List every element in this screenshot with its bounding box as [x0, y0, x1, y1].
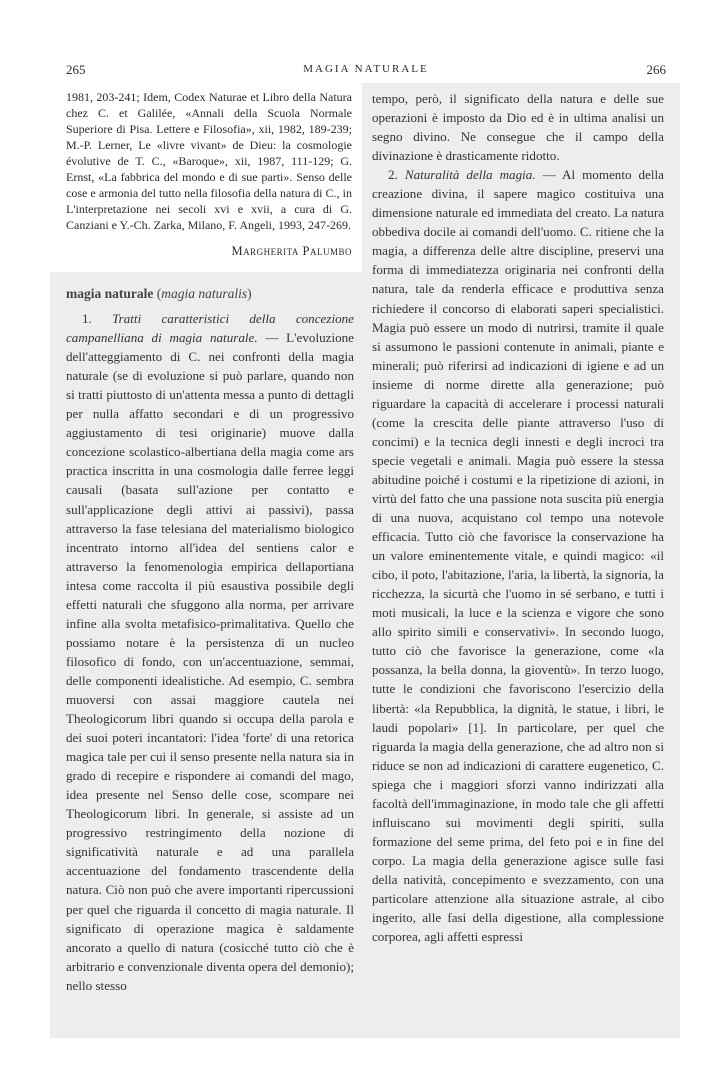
right-column: [372, 89, 664, 946]
running-title: MAGIA NATURALE: [303, 63, 429, 75]
section-1-number: 1.: [82, 311, 92, 327]
entry-title: [66, 284, 354, 303]
right-page-number: 266: [646, 62, 666, 77]
section-2-paragraph: [372, 165, 664, 946]
bibliography-text: 1981, 203-241; Idem, Codex Naturae et Libro della Natura chez C. et Galilée, «Annali della Scuola Normale Superiore di Pisa. Lettere e Filosofia», xii, 1982, 189-239; M.-P. Lerner, Le «livre vivant» de Dieu: la cosmologie évolutive de T. C., «Baroque», xii, 1987, 111-129; G. Ernst, «La fabbrica del mondo e di sue parti». Senso delle cose e armonia del tutto nella filosofia della natura di C., in L'interpretazione nei secoli xvi e xvii, a cura di G. Canziani e Y.-Ch. Zarka, Milano, F. Angeli, 1993, 247-269.: [66, 90, 352, 232]
section-2-number: 2.: [388, 167, 398, 183]
section-2-body: — Al momento della creazione divina, il sapere magico costituiva una dimensione naturale ed immediata del creato. La natura obbediva docile ai comandi dell'uomo. C. ritiene che la magia, a differenza delle altre discipline, preservi una forma di immediatezza originaria nei confronti della natura, tale da renderla efficace e produttiva senza richiedere il concorso di elaborati saperi specialistici. Magia può essere un modo di nutrirsi, tramite il quale si assumono le passioni contenute in animali, piante e minerali; può riferirsi ad indicazioni di igiene e ad un insieme di norme dirette alla generazione; può riguardare la capacità di accelerare i processi naturali (come la crescita delle piante attraverso l'uso di concimi) e la tecnica degli innesti e degli incroci tra specie vegetali e animali. Magia può essere la stessa abitudine poiché i costumi e la ripetizione di azioni, in virtù del fatto che una passione nota suscita più energia di una nuova, acquistano col tempo una notevole efficacia. Tutto ciò che favorisce la conservazione ha un valore eminentemente vitale, e quindi magico: «il cibo, il poto, l'abitazione, l'aria, la libertà, la signoria, la ricchezza, la sicurtà che l'uomo in sé serbano, e tutti i moti musicali, la luce e la scienza e vigore che sono allo spirito simili e conservativi». In secondo luogo, tutto ciò che favorisce la generazione, come «la possanza, la bella donna, la gioventù». In terzo luogo, tutte le condizioni che favoriscono l'esercizio della libertà: «la Repubblica, la dignità, le statue, i libri, le laudi popolari» [1]. In particolare, per quel che riguarda la magia della generazione, che ad altro non si riduce se non ad indicazioni di carattere eugenetico, C. spiega che i maggiori sforzi vanno indirizzati alla facoltà dell'immaginazione, in modo tale che gli affetti influiscano sui movimenti degli spiriti, sulla formazione del seme prima, del feto poi e in fine del corpo. La magia della generazione agisce sulle fasi della natività, concepimento e svezzamento, con una particolare attenzione alla situazione astrale, al cibo ingerito, alle fasi della digestione, alla complessione corporea, agli affetti espressi: [372, 167, 664, 945]
latin-open: (: [156, 286, 162, 301]
entry-title-text: magia naturale: [66, 286, 154, 301]
section-1-paragraph: [66, 309, 354, 995]
section-1-body: — L'evoluzione dell'atteggiamento di C. nei confronti della magia naturale (se di evoluzione si può parlare, quando non si tratti piuttosto di un'attenta messa a punto di dettagli per nulla affatto secondari e di un progressivo aggiustamento di tesi originarie) muove dalla concezione scolastico-albertiana della magia come ars practica inscritta in una cosmologia dalle ferree leggi causali (basata sull'azione per contatto e sull'applicazione degli attivi ai passivi), passa attraverso la fase telesiana del materialismo biologico incentrato intorno all'idea del sentiens calor e attraverso la fenomenologia empirica dellaportiana intesa come raccolta il più esaustiva possibile degli effetti naturali che sfuggono alla norma, per arrivare infine alla svolta metafisico-primalitativa. Quello che possiamo notare è la persistenza di un nucleo filosofico di fondo, con un'accentuazione, semmai, delle componenti idealistiche. Ad esempio, C. sembra muoversi con assai maggiore cautela nei Theologicorum libri quando si occupa della parola e dei suoi poteri incantatori: l'idea 'forte' di una retorica magica tale per cui il senso presente nella natura sia in grado di recepire e rispondere ai comandi del mago, idea presente nel Senso delle cose, scompare nei Theologicorum libri. In generale, si assiste ad un progressivo restringimento della nozione di significatività naturale e ad una parallela accentuazione del fondamento trascendente della natura. Ciò non può che avere importanti ripercussioni per quel che riguarda il concetto di magia naturale. Il significato di operazione magica è saldamente ancorato a quello di natura (cosicché tutto ciò che è arbitrario e convenzionale diventa opera del demonio); nello stesso: [66, 330, 354, 993]
running-header: [66, 62, 666, 82]
entry-latin-title: magia naturalis: [161, 286, 248, 301]
section-1-heading: Tratti caratteristici della concezione campanelliana di magia naturale.: [66, 311, 354, 346]
continuation-paragraph: tempo, però, il significato della natura e delle sue operazioni è imposto da Dio ed è in ultima analisi un segno divino. Ne consegue che il campo della divinazione è drasticamente ridotto.: [372, 91, 664, 164]
bibliography-block: [66, 89, 352, 259]
entry-author: Margherita Palumbo: [231, 244, 352, 258]
left-page-number: 265: [66, 62, 86, 77]
latin-close: ): [247, 286, 252, 301]
left-column: [66, 284, 354, 995]
section-2-heading: Naturalità della magia.: [404, 167, 536, 183]
